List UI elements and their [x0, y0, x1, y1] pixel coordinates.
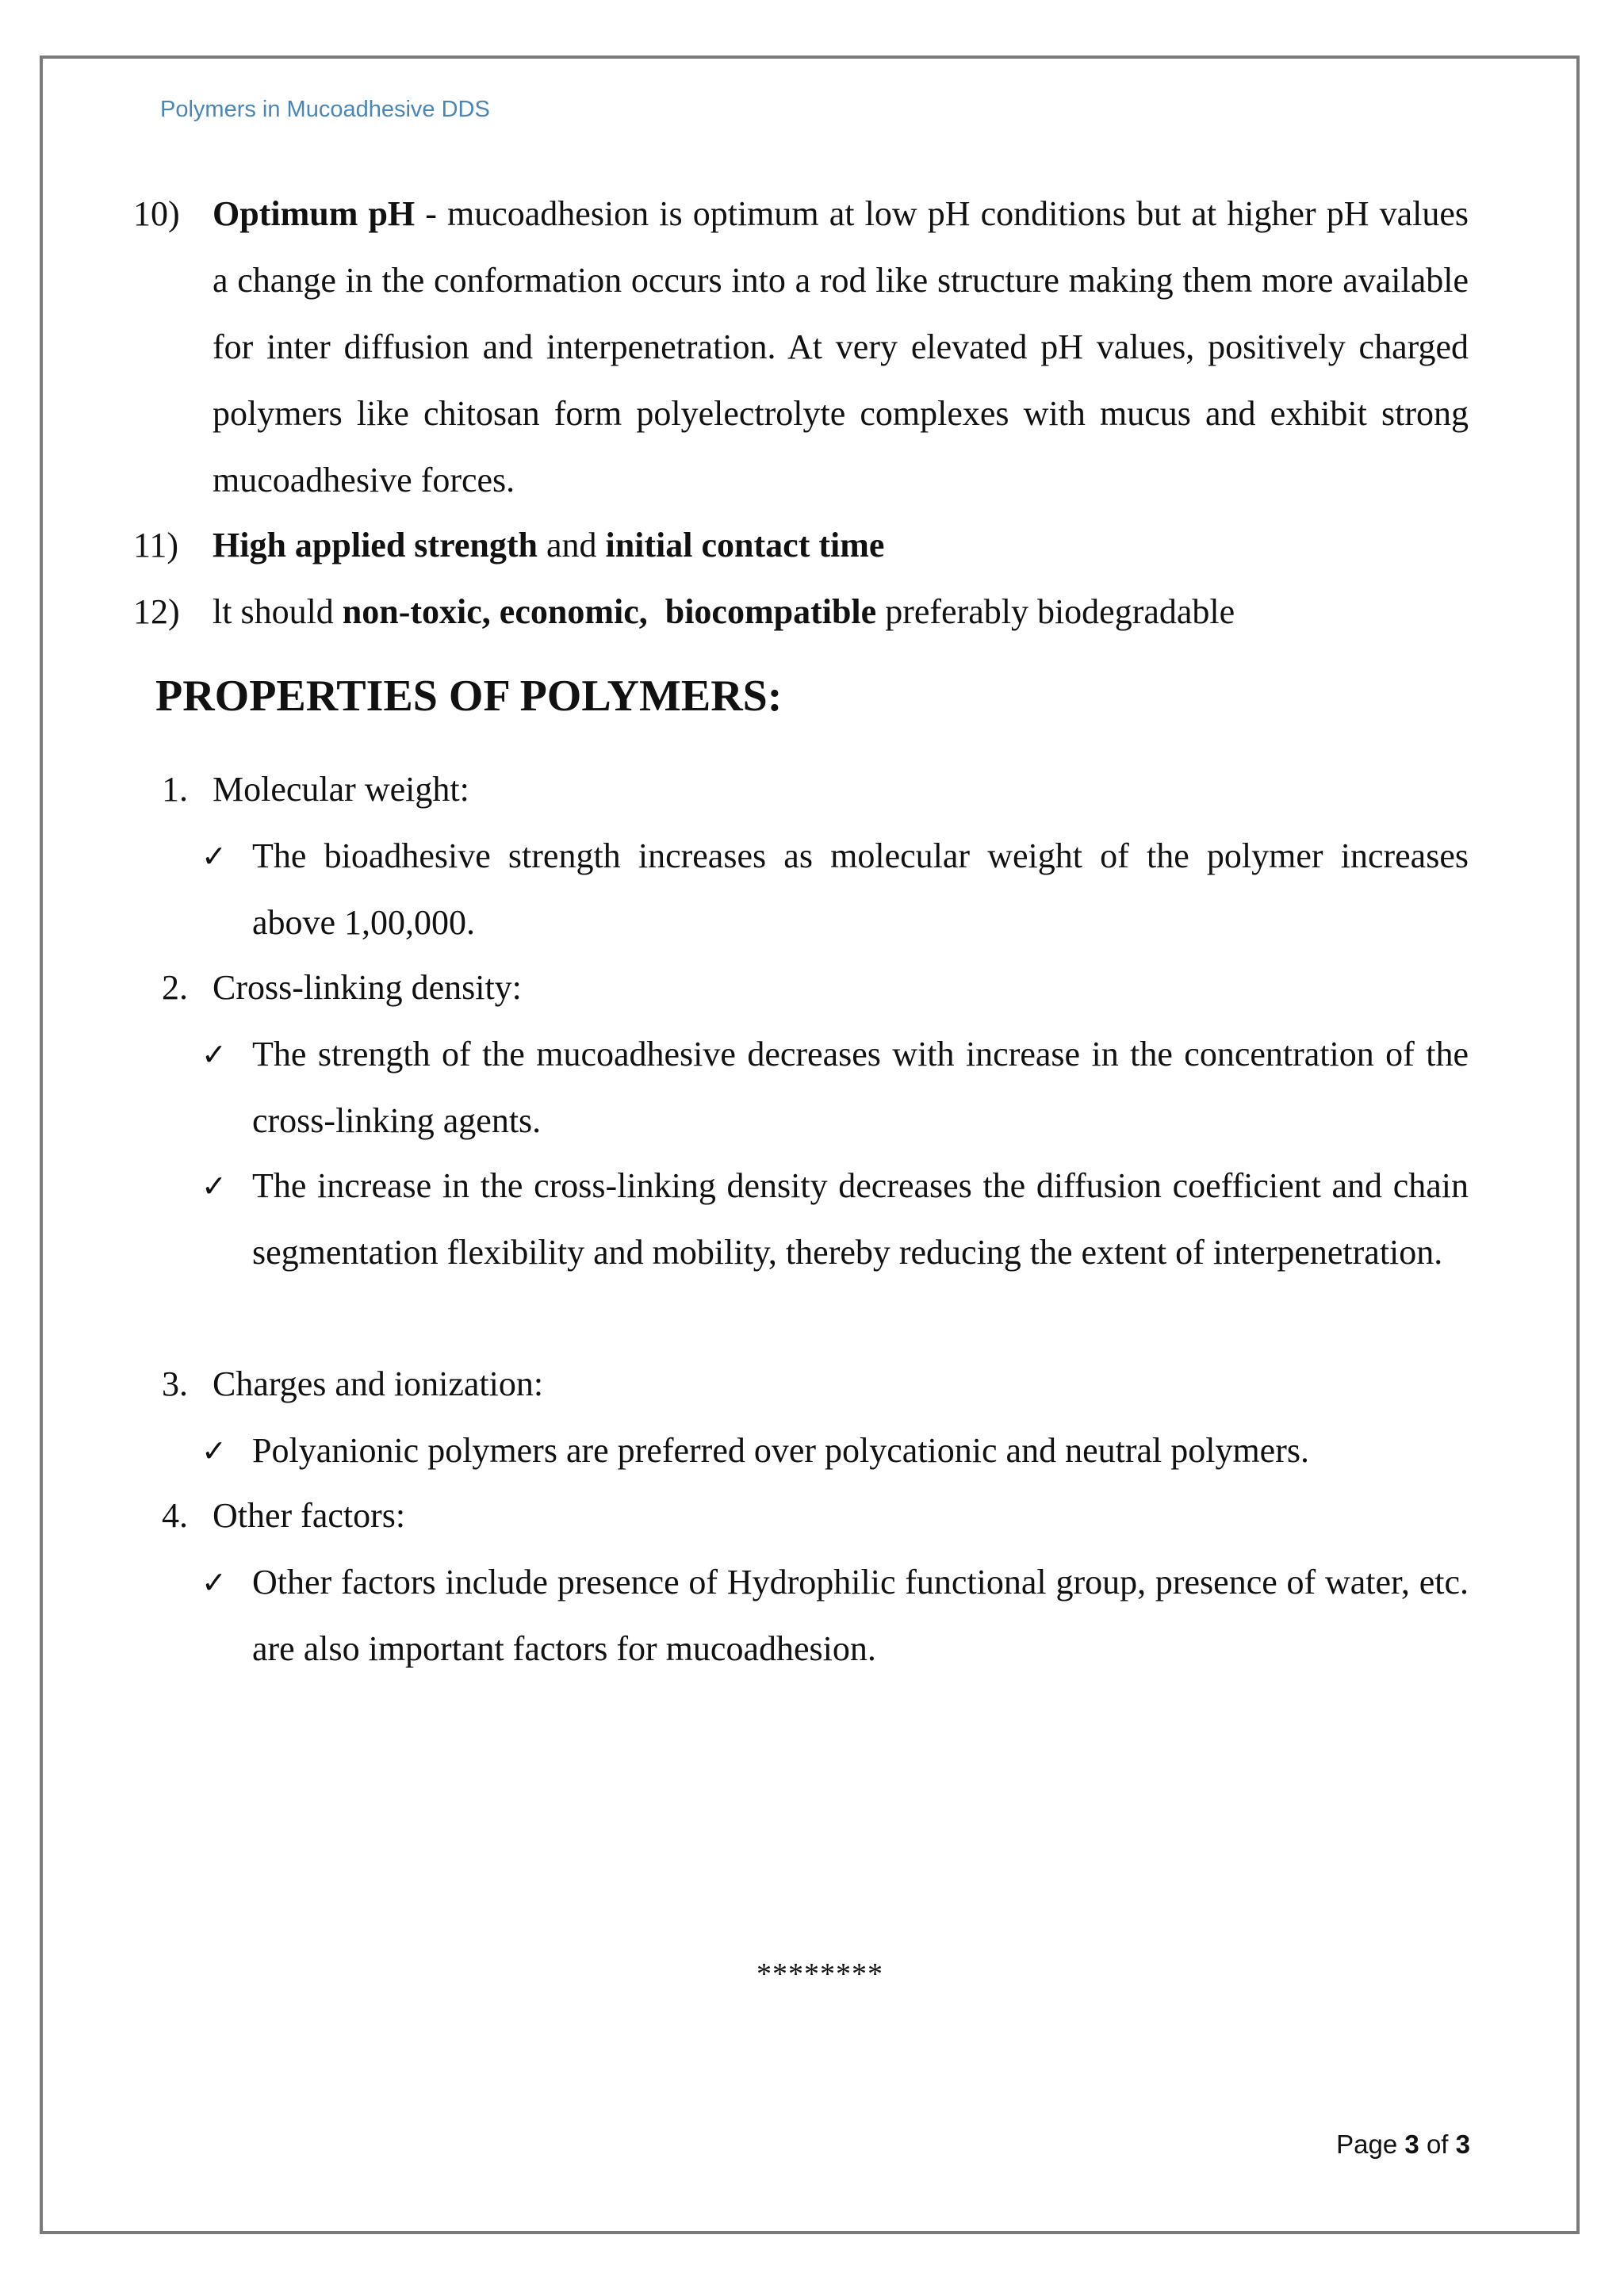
total-pages: 3	[1455, 2130, 1470, 2159]
item-bold-a: High applied strength	[213, 526, 538, 564]
property-heading-1	[162, 756, 469, 823]
property-point	[201, 1549, 1469, 1682]
property-point-text: The increase in the cross-linking density decreases the diffusion coefficient and chain segmentation flexibility and mobility, thereby reducing the extent of interpenetration.	[252, 1166, 1469, 1272]
item-number: 10)	[133, 194, 180, 233]
page-number	[1336, 2130, 1470, 2160]
property-heading-2	[162, 955, 522, 1021]
section-heading: PROPERTIES OF POLYMERS:	[155, 672, 783, 721]
item-body	[213, 579, 1469, 645]
running-header: Polymers in Mucoadhesive DDS	[160, 97, 490, 122]
checkmark-icon: ✓	[201, 1565, 227, 1600]
of-word: of	[1419, 2130, 1456, 2159]
item-text: - mucoadhesion is optimum at low pH conditions but at higher pH values a change in the conformation occurs into a rod like structure making them more available for inter diffusion and interpenetration. At very elevated pH values, positively charged polymers like chitosan form polyelectrolyte complexes with mucus and exhibit strong mucoadhesive forces.	[213, 194, 1469, 499]
numbered-item-12	[133, 579, 1469, 645]
item-number: 11)	[133, 526, 179, 564]
item-number: 12)	[133, 592, 180, 631]
item-pre: lt should	[213, 592, 343, 631]
page-word: Page	[1336, 2130, 1405, 2159]
property-title: Molecular weight:	[213, 770, 469, 809]
end-separator: ********	[756, 1957, 883, 1991]
property-title: Other factors:	[213, 1496, 406, 1535]
item-body	[213, 181, 1469, 514]
checkmark-icon: ✓	[201, 839, 227, 874]
item-post: preferably biodegradable	[876, 592, 1235, 631]
numbered-item-11	[133, 512, 1469, 579]
property-point-text: Polyanionic polymers are preferred over polycationic and neutral polymers.	[252, 1431, 1309, 1470]
item-bold: non-toxic, economic, biocompatible	[342, 592, 877, 631]
checkmark-icon: ✓	[201, 1433, 227, 1468]
item-bold-b: initial contact time	[605, 526, 885, 564]
checkmark-icon: ✓	[201, 1169, 227, 1203]
property-point-text: The strength of the mucoadhesive decreases with increase in the concentration of the cross-linking agents.	[252, 1035, 1469, 1140]
item-body	[213, 512, 1469, 579]
item-bold-lead: Optimum pH	[213, 194, 416, 233]
property-heading-3	[162, 1351, 543, 1418]
current-page: 3	[1404, 2130, 1419, 2159]
numbered-item-10	[133, 181, 1469, 514]
property-title: Cross-linking density:	[213, 968, 522, 1007]
item-connector: and	[537, 526, 606, 564]
property-point	[201, 1418, 1469, 1484]
property-point	[201, 1021, 1469, 1154]
property-heading-4	[162, 1483, 405, 1549]
property-point	[201, 1153, 1469, 1286]
checkmark-icon: ✓	[201, 1037, 227, 1072]
property-point-text: Other factors include presence of Hydrophilic functional group, presence of water, etc. are also important factors for mucoadhesion.	[252, 1563, 1469, 1668]
property-point	[201, 823, 1469, 956]
property-point-text: The bioadhesive strength increases as molecular weight of the polymer increases above 1,00,000.	[252, 836, 1469, 942]
property-title: Charges and ionization:	[213, 1364, 544, 1403]
property-number: 2.	[162, 968, 188, 1007]
property-number: 4.	[162, 1496, 188, 1535]
property-number: 3.	[162, 1364, 188, 1403]
property-number: 1.	[162, 770, 188, 809]
